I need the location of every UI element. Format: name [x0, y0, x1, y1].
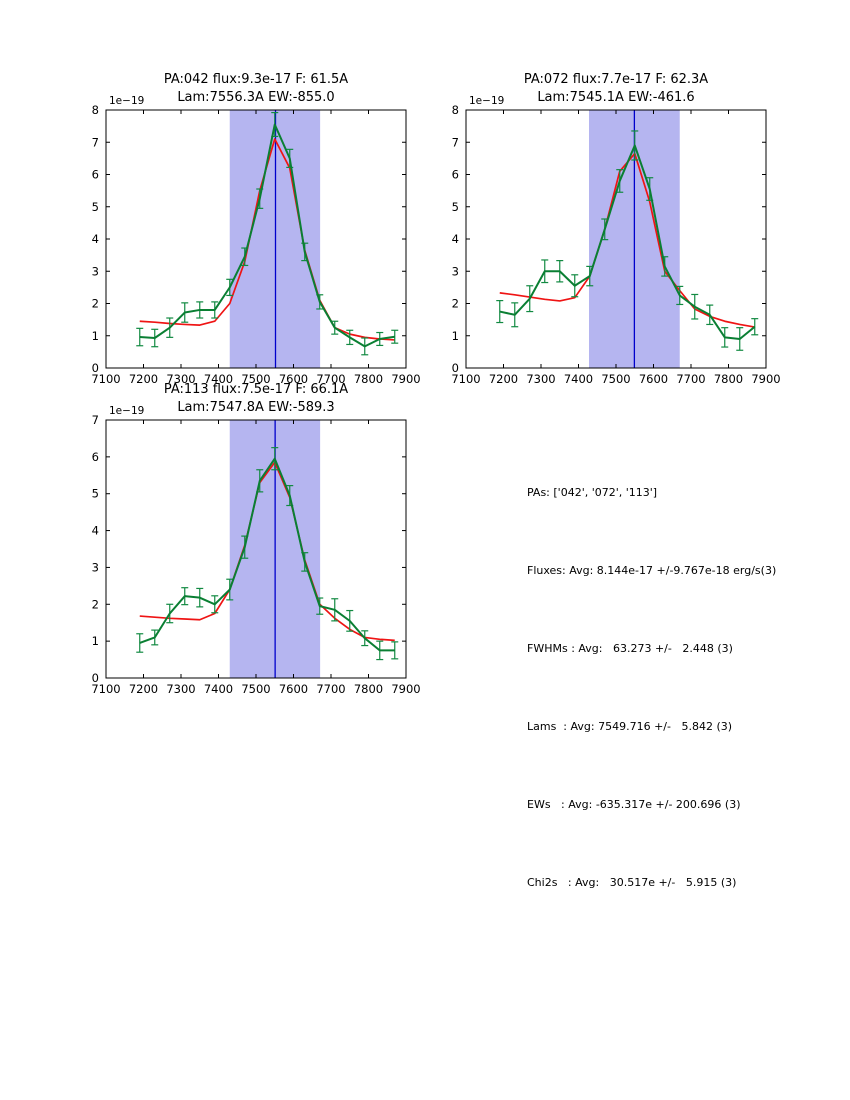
x-tick-label: 7400 — [203, 372, 234, 386]
stats-line-ews: EWs : Avg: -635.317e +/- 200.696 (3) — [527, 798, 741, 811]
plot1-title-line2: Lam:7556.3A EW:-855.0 — [177, 90, 335, 105]
plot2-title-line1: PA:072 flux:7.7e-17 F: 62.3A — [523, 72, 709, 87]
y-tick-label: 6 — [91, 167, 99, 182]
y-tick-label: 5 — [91, 199, 99, 214]
stats-panel — [527, 428, 776, 948]
x-tick-label: 7900 — [391, 682, 421, 696]
stats-line-chi2s: Chi2s : Avg: 30.517e +/- 5.915 (3) — [527, 876, 737, 889]
subplot-2 — [451, 103, 780, 386]
x-tick-label: 7800 — [353, 682, 384, 696]
y-tick-label: 6 — [91, 449, 99, 464]
plot3-title-line1: PA:113 flux:7.5e-17 F: 66.1A — [163, 382, 349, 397]
plot2-y-offset-label: 1e−19 — [469, 95, 505, 107]
y-tick-label: 1 — [91, 634, 99, 649]
y-tick-label: 1 — [91, 328, 99, 343]
x-tick-label: 7300 — [166, 372, 196, 386]
plot3-title-line2: Lam:7547.8A EW:-589.3 — [177, 400, 335, 415]
x-tick-label: 7400 — [563, 372, 594, 386]
y-tick-label: 4 — [91, 523, 99, 538]
x-tick-label: 7900 — [391, 372, 421, 386]
y-tick-label: 2 — [451, 296, 459, 311]
y-tick-label: 1 — [451, 328, 459, 343]
y-tick-label: 3 — [451, 264, 459, 279]
x-tick-label: 7100 — [91, 682, 121, 696]
x-tick-label: 7900 — [751, 372, 781, 386]
x-tick-label: 7600 — [638, 372, 669, 386]
y-tick-label: 0 — [91, 671, 99, 685]
x-tick-label: 7500 — [241, 682, 271, 696]
y-tick-label: 5 — [451, 199, 459, 214]
y-tick-label: 8 — [451, 103, 459, 117]
x-tick-label: 7200 — [488, 372, 519, 386]
y-tick-label: 8 — [91, 103, 99, 117]
plot1-title-line1: PA:042 flux:9.3e-17 F: 61.5A — [163, 72, 349, 87]
stats-line-lams: Lams : Avg: 7549.716 +/- 5.842 (3) — [527, 720, 733, 733]
plot3-y-offset-label: 1e−19 — [109, 405, 145, 417]
x-tick-label: 7300 — [166, 682, 196, 696]
plot1-y-offset-label: 1e−19 — [109, 95, 145, 107]
stats-line-fwhms: FWHMs : Avg: 63.273 +/- 2.448 (3) — [527, 642, 733, 655]
x-tick-label: 7100 — [451, 372, 481, 386]
y-tick-label: 7 — [451, 135, 459, 150]
x-tick-label: 7800 — [713, 372, 744, 386]
y-tick-label: 7 — [91, 135, 99, 150]
subplot-3 — [91, 413, 420, 696]
x-tick-label: 7700 — [316, 372, 346, 386]
y-tick-label: 2 — [91, 597, 99, 612]
plot3-title — [106, 381, 406, 417]
y-tick-label: 0 — [451, 361, 459, 375]
y-tick-label: 4 — [91, 232, 99, 246]
x-tick-label: 7500 — [241, 372, 271, 386]
y-tick-label: 3 — [91, 560, 99, 575]
x-tick-label: 7400 — [203, 682, 234, 696]
x-tick-label: 7300 — [526, 372, 556, 386]
plot1-title — [106, 71, 406, 107]
stats-line-pas: PAs: ['042', '072', '113'] — [527, 486, 658, 499]
y-tick-label: 3 — [91, 264, 99, 279]
y-tick-label: 0 — [91, 361, 99, 375]
x-tick-label: 7500 — [601, 372, 631, 386]
x-tick-label: 7700 — [316, 682, 346, 696]
x-tick-label: 7600 — [278, 682, 309, 696]
y-tick-label: 6 — [451, 167, 459, 182]
plot2-title-line2: Lam:7545.1A EW:-461.6 — [537, 90, 695, 105]
x-tick-label: 7800 — [353, 372, 384, 386]
y-tick-label: 7 — [91, 413, 99, 427]
x-tick-label: 7200 — [128, 682, 159, 696]
x-tick-label: 7600 — [278, 372, 309, 386]
plot2-title — [466, 71, 766, 107]
subplot-1 — [91, 103, 420, 386]
x-tick-label: 7100 — [91, 372, 121, 386]
x-tick-label: 7200 — [128, 372, 159, 386]
y-tick-label: 5 — [91, 486, 99, 501]
y-tick-label: 2 — [91, 296, 99, 311]
x-tick-label: 7700 — [676, 372, 706, 386]
stats-line-fluxes: Fluxes: Avg: 8.144e-17 +/-9.767e-18 erg/s(3) — [527, 564, 777, 577]
y-tick-label: 4 — [451, 232, 459, 246]
